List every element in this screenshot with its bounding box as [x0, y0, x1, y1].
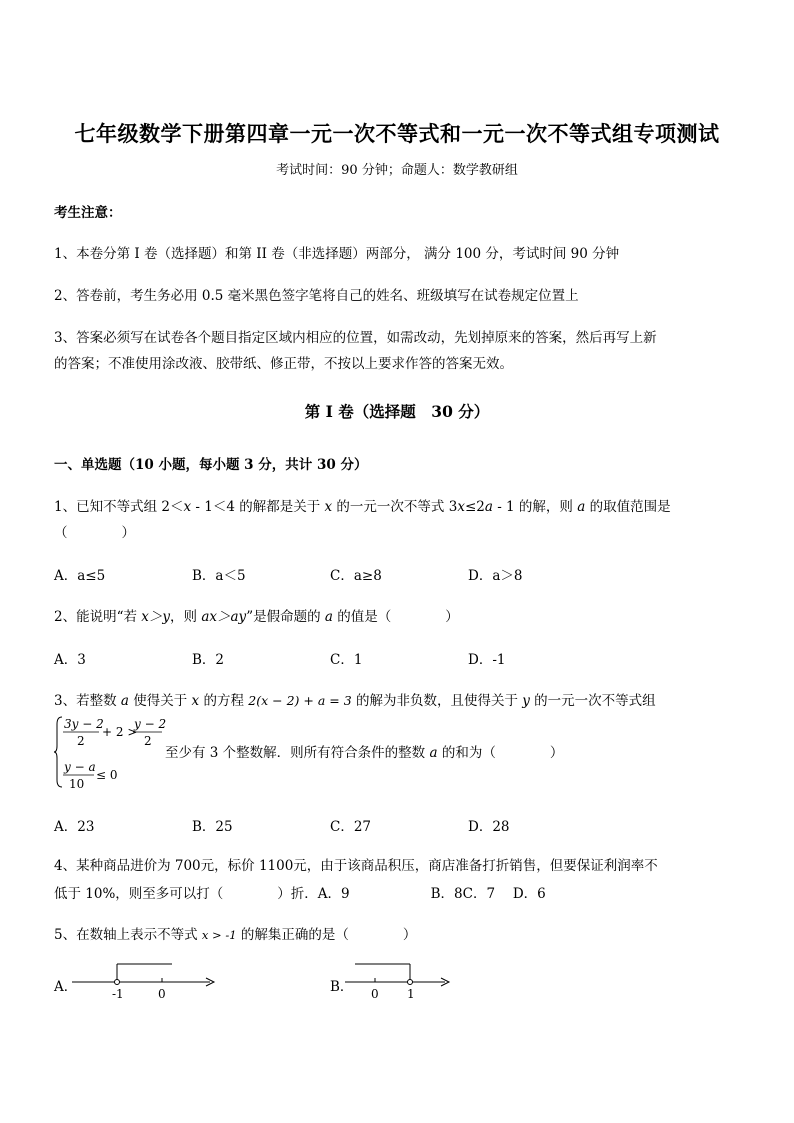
tick-label: 0	[158, 987, 166, 1001]
equation: 2(x − 2) + a = 3	[248, 693, 352, 708]
open-circle	[408, 980, 413, 985]
fraction-numerator: y − a	[64, 760, 96, 774]
page-subtitle: 考试时间：90 分钟；命题人：数学教研组	[276, 163, 518, 178]
notice-item: 3、答案必须写在试卷各个题目指定区域内相应的位置，如需改动，先划掉原来的答案，然后再写上新	[54, 330, 657, 346]
question-2-stem: 2、能说明“若 x＞y，则 ax＞ay”是假命题的 a 的值是（ ）	[54, 609, 459, 625]
notice-item: 2、答卷前，考生务必用 0.5 毫米黑色签字笔将自己的姓名、班级填写在试卷规定位置上	[54, 288, 579, 304]
question-4-stem: 4、某种商品进价为 700元，标价 1100元，由于该商品积压，商店准备打折销售，但要保证利润率不	[54, 858, 658, 874]
question-1-option-d[interactable]: D．a＞8	[468, 568, 523, 584]
fraction-numerator: 3y − 2	[64, 717, 104, 731]
number-line-option-b[interactable]	[345, 958, 495, 1007]
question-1-option-a[interactable]: A．a≤5	[54, 568, 106, 584]
part-heading: 一、单选题（10 小题，每小题 3 分，共计 30 分）	[54, 457, 368, 473]
tick-label: 0	[371, 987, 379, 1001]
fraction-numerator: y − 2	[134, 717, 167, 731]
question-5-option-b-label[interactable]: B．	[330, 979, 354, 995]
question-5-stem: 5、在数轴上表示不等式 x > -1 的解集正确的是（ ）	[54, 927, 417, 943]
open-circle	[115, 980, 120, 985]
question-5-option-a-label[interactable]: A．	[54, 979, 78, 995]
notice-item: 的答案；不准使用涂改液、胶带纸、修正带，不按以上要求作答的答案无效。	[54, 356, 513, 372]
question-3-stem: 3、若整数 a 使得关于 x 的方程 2(x − 2) + a = 3 的解为非负数，且使得关于 y 的一元一次不等式组	[54, 693, 656, 709]
fraction-denominator: 10	[69, 777, 85, 790]
question-1-stem: 1、已知不等式组 2＜x - 1＜4 的解都是关于 x 的一元一次不等式 3x≤2a - 1 的解，则 a 的取值范围是	[54, 499, 671, 515]
number-line-option-a[interactable]	[72, 958, 222, 1007]
notice-item: 1、本卷分第 I 卷（选择题）和第 II 卷（非选择题）两部分， 满分 100 分，考试时间 90 分钟	[54, 246, 620, 262]
question-3-option-b[interactable]: B．25	[192, 819, 233, 835]
question-1-option-c[interactable]: C．a≥8	[330, 568, 382, 584]
inequality-relation: ≤ 0	[96, 768, 118, 782]
question-2-option-b[interactable]: B．2	[192, 652, 225, 668]
question-1-answer-blank: （ ）	[54, 525, 135, 541]
fraction-denominator: 2	[77, 734, 85, 748]
question-2-option-c[interactable]: C．1	[330, 652, 363, 668]
question-1-option-b[interactable]: B．a＜5	[192, 568, 246, 584]
question-3-stem-continued: 至少有 3 个整数解．则所有符合条件的整数 a 的和为（ ）	[165, 745, 564, 761]
question-2-option-d[interactable]: D．-1	[468, 652, 506, 668]
tick-label: 1	[407, 987, 415, 1001]
question-4-stem-continued: 低于 10%，则至多可以打（ ）折．A．9 B．8C．7 D．6	[54, 886, 546, 902]
brace	[54, 717, 62, 787]
question-3-option-c[interactable]: C．27	[330, 819, 372, 835]
tick-label: -1	[112, 987, 124, 1001]
fraction-denominator: 2	[144, 734, 152, 748]
inequality-relation: + 2 >	[102, 725, 138, 739]
page-title: 七年级数学下册第四章一元一次不等式和一元一次不等式组专项测试	[74, 121, 720, 146]
section-title: 第 I 卷（选择题 30 分）	[304, 402, 490, 421]
question-2-option-a[interactable]: A．3	[54, 652, 86, 668]
question-3-option-d[interactable]: D．28	[468, 819, 510, 835]
question-3-option-a[interactable]: A．23	[54, 819, 95, 835]
notice-heading: 考生注意：	[54, 205, 122, 221]
